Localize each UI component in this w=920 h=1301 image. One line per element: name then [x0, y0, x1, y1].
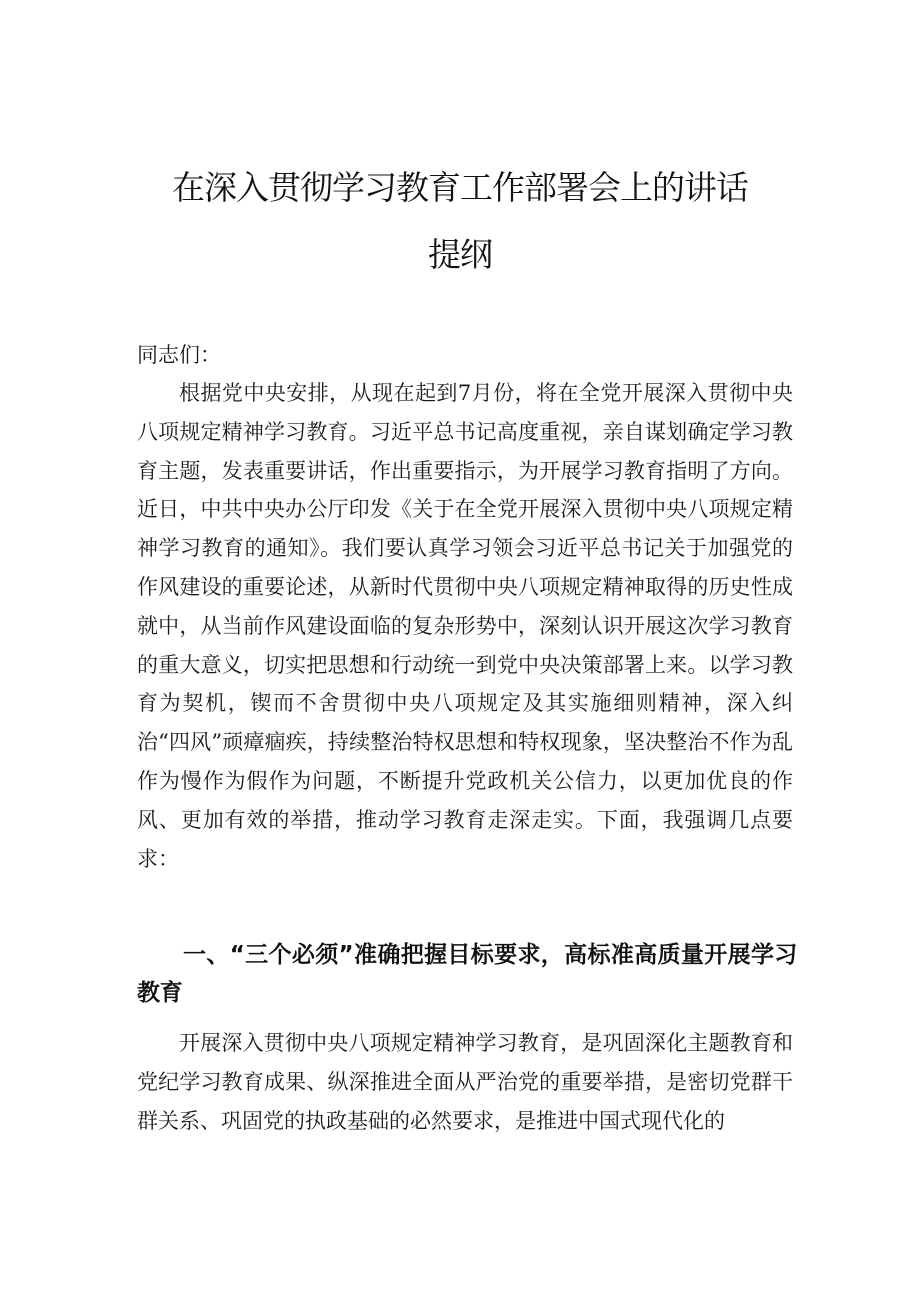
document-title-line-2: 提纲 — [428, 235, 492, 274]
body-paragraph-1: 根据党中央安排，从现在起到7月份，将在全党开展深入贯彻中央八项规定精神学习教育。习近平总书记高度重视，亲自谋划确定学习教育主题，发表重要讲话，作出重要指示，为开展学习教育指明了方向。近日，中共中央办公厅印发《关于在全党开展深入贯彻中央八项规定精神学习教育的通知》。我们要认真学习领会习近平总书记关于加强党的作风建设的重要论述，从新时代贯彻中央八项规定精神取得的历史性成就中，从当前作风建设面临的复杂形势中，深刻认识开展这次学习教育的重大意义，切实把思想和行动统一到党中央决策部署上来。以学习教育为契机，锲而不舍贯彻中央八项规定及其实施细则精神，深入纠治“四风”顽瘴痼疾，持续整治特权思想和特权现象，坚决整治不作为乱作为慢作为假作为问题，不断提升党政机关公信力，以更加优良的作风、更加有效的举措，推动学习教育走深走实。下面，我强调几点要求： — [137, 381, 793, 871]
body-paragraph-2: 开展深入贯彻中央八项规定精神学习教育，是巩固深化主题教育和党纪学习教育成果、纵深推进全面从严治党的重要举措，是密切党群干群关系、巩固党的执政基础的必然要求，是推进中国式现代化的 — [137, 1031, 793, 1133]
section-heading-1: 一、“三个必须”准确把握目标要求，高标准高质量开展学习教育 — [137, 942, 797, 1006]
salutation: 同志们： — [137, 343, 221, 367]
document-title-line-1: 在深入贯彻学习教育工作部署会上的讲话 — [172, 168, 748, 207]
